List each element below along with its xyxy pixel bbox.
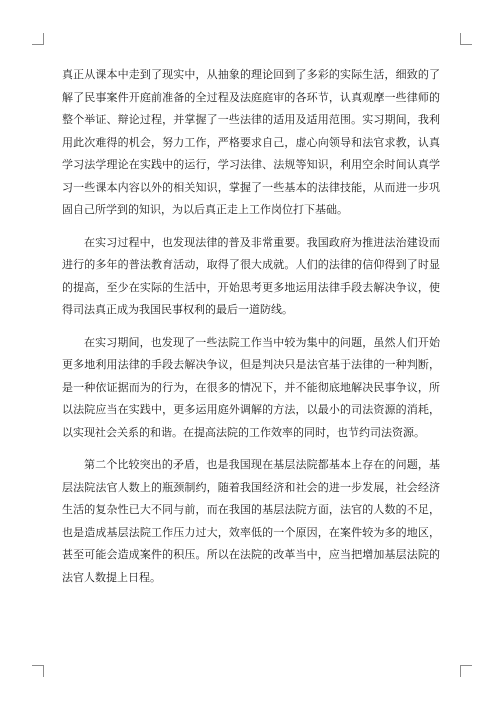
paragraph-2: 在实习过程中，也发现法律的普及非常重要。我国政府为推进法治建设而进行的多年的普法教育活动，取得了很大成就。人们的法律的信仰得到了时显的提高，至少在实际的生活中，开始思考更多地运用法律手段去解决争议，使得司法真正成为我国民事权利的最后一道防线。	[62, 235, 440, 316]
document-body	[62, 64, 440, 599]
crop-mark-bottom-right	[460, 665, 472, 677]
paragraph-4: 第二个比较突出的矛盾，也是我国现在基层法院都基本上存在的问题，基层法院法官人数上的瓶颈制约，随着我国经济和社会的进一步发展，社会经济生活的复杂性已大不同与前，而在我国的基层法院方面，法官的人数的不足，也是造成基层法院工作压力过大，效率低的一个原因，在案件较为多的地区，甚至可能会造成案件的积压。所以在法院的改革当中，应当把增加基层法院的法官人数提上日程。	[62, 458, 440, 584]
paragraph-3: 在实习期间，也发现了一些法院工作当中较为集中的问题，虽然人们开始更多地利用法律的手段去解决争议，但是判决只是法官基于法律的一种判断，是一种依证据而为的行为，在很多的情况下，并不能彻底地解决民事争议，所以法院应当在实践中，更多运用庭外调解的方法，以最小的司法资源的消耗，以实现社会关系的和谐。在提高法院的工作效率的同时，也节约司法资源。	[62, 335, 440, 439]
crop-mark-top-right	[460, 33, 472, 45]
crop-mark-top-left	[32, 33, 44, 45]
crop-mark-bottom-left	[32, 665, 44, 677]
paragraph-1: 真正从课本中走到了现实中，从抽象的理论回到了多彩的实际生活，细致的了解了民事案件开庭前准备的全过程及法庭庭审的各环节，认真观摩一些律师的整个举证、辩论过程，并掌握了一些法律的适用及适用范围。实习期间，我利用此次难得的机会，努力工作，严格要求自己，虚心向领导和法官求教，认真学习法学理论在实践中的运行，学习法律、法规等知识，利用空余时间认真学习一些课本内容以外的相关知识，掌握了一些基本的法律技能，从而进一步巩固自己所学到的知识，为以后真正走上工作岗位打下基础。	[62, 68, 440, 216]
